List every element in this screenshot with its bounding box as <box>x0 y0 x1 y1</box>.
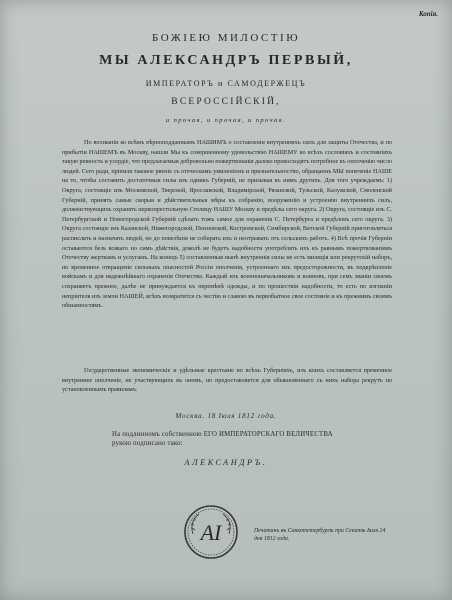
signature: АЛЕКСАНДРЪ. <box>184 458 268 467</box>
seal-monogram: АI <box>200 520 222 545</box>
body-paragraph-1: По воззваніи ко всѣмъ вѣрноподданнымъ НАШИМЪ о составленіи внутреннихъ силъ для защиты Отечества, и по прибытіи НАШЕМЪ въ Москву, нашли Мы къ совершенному удовольствію НАШЕМУ во всѣхъ сословіяхъ и состояніяхъ такую ревность и усердіе, что предлагаемыя добровольно пожертвованія далеко превосходятъ потребное къ ополченію число людей. Сего ради, пріемля таковое рвеніе съ отеческимъ умиленіемъ и признательностію, обращаемъ МЫ попеченіе НАШЕ на то, чтобы составить достаточныя силы изъ одникъ Губерній, не призывая къ нимъ другихъ. Для того учреждаемъ: 1) Округа, состоящіе изъ Московской, Тверской, Ярославской, Владимірской, Рязанской, Тульской, Калужской, Смоленской Губерній, принять самые скорыя и дѣйствительныя мѣры къ собранію, вооруженію и устроенію внутреннихъ силъ, долженствующихъ охранять первопрестольную Столицу НАШУ Москву и предѣлы сего округа. 2) Округа, состоящіе изъ С. Петербургской и Новогородской Губерній сдѣлать тожъ самое для охраненія С. Петербурга и предѣловъ сего округа. 3) Округа состоящіе изъ Казанской, Нижегородской, Пензенской, Костромской, Симбирской, Вятской Губерній приготовляться распислять и назначать людей, но до повелѣнія не собирать ихъ и неотрывать отъ сельскихъ работъ. 4) Всѣ прочія Губерніи оставаются безъ всякаго по симъ дѣйствія, доколѣ не будетъ надобности употреблять ихъ къ равнымъ пожертвованіямъ Отечеству жертвамъ и услугамъ. На конецъ 5) составленныя нынѣ внутреннія силы не есть милиція или рекрутскій наборъ, но временное отвращеніе сильныхъ опасностей Россіи ополченія, устроеннаго изъ предосторожности, въ подкрѣпленіе войскамъ и для надежнѣйшаго охраненія Отечества. Каждый изъ военноначальниковъ и воиновъ, при семъ званіи своемъ сохраняетъ прежнее, далѣе не принуждается къ перемѣнѣ одежды, и по прошествіи надобности, то есть по изгнаніи непріятеля изъ земли НАШЕЙ, всѣхъ возвратится съ честію и славою въ первобытное свое состояніе и къ прежнимъ своимъ обязанностямъ. <box>62 139 392 310</box>
copy-mark: Копія. <box>418 10 438 18</box>
signature-note: На подлинномъ собственною ЕГО ИМПЕРАТОРСКАГО ВЕЛИЧЕСТВА рукою подписано тако: <box>112 431 333 448</box>
imperial-seal-icon <box>183 504 239 560</box>
place-and-date: Москва. 18 Іюля 1812 года. <box>175 412 277 420</box>
imprint-note: Печатанъ въ Санктпетербургѣ при Сенатѣ Іюля 24 дня 1812 года. <box>254 528 386 542</box>
title-line-5: и прочая, и прочая, и прочая. <box>165 117 287 124</box>
title-line-3: ИМПЕРАТОРЪ и САМОДЕРЖЕЦЪ <box>145 79 307 88</box>
title-line-4: ВСЕРОССІЙСКІЙ, <box>171 97 281 107</box>
body-paragraph-2: Государственные экономическіе и удѣльные крестьяне во всѣхъ Губерніяхъ, изъ коихъ составляется временное внутреннее ополченіе, не участвующихъ въ ономъ, но предоставляется для обыкновеннаго съ нихъ набора рекрутъ по установленнымъ правиламъ. <box>62 367 392 394</box>
title-line-1: БОЖІЕЮ МИЛОСТІЮ <box>152 32 300 44</box>
title-line-2: МЫ АЛЕКСАНДРЪ ПЕРВЫЙ, <box>99 53 353 68</box>
